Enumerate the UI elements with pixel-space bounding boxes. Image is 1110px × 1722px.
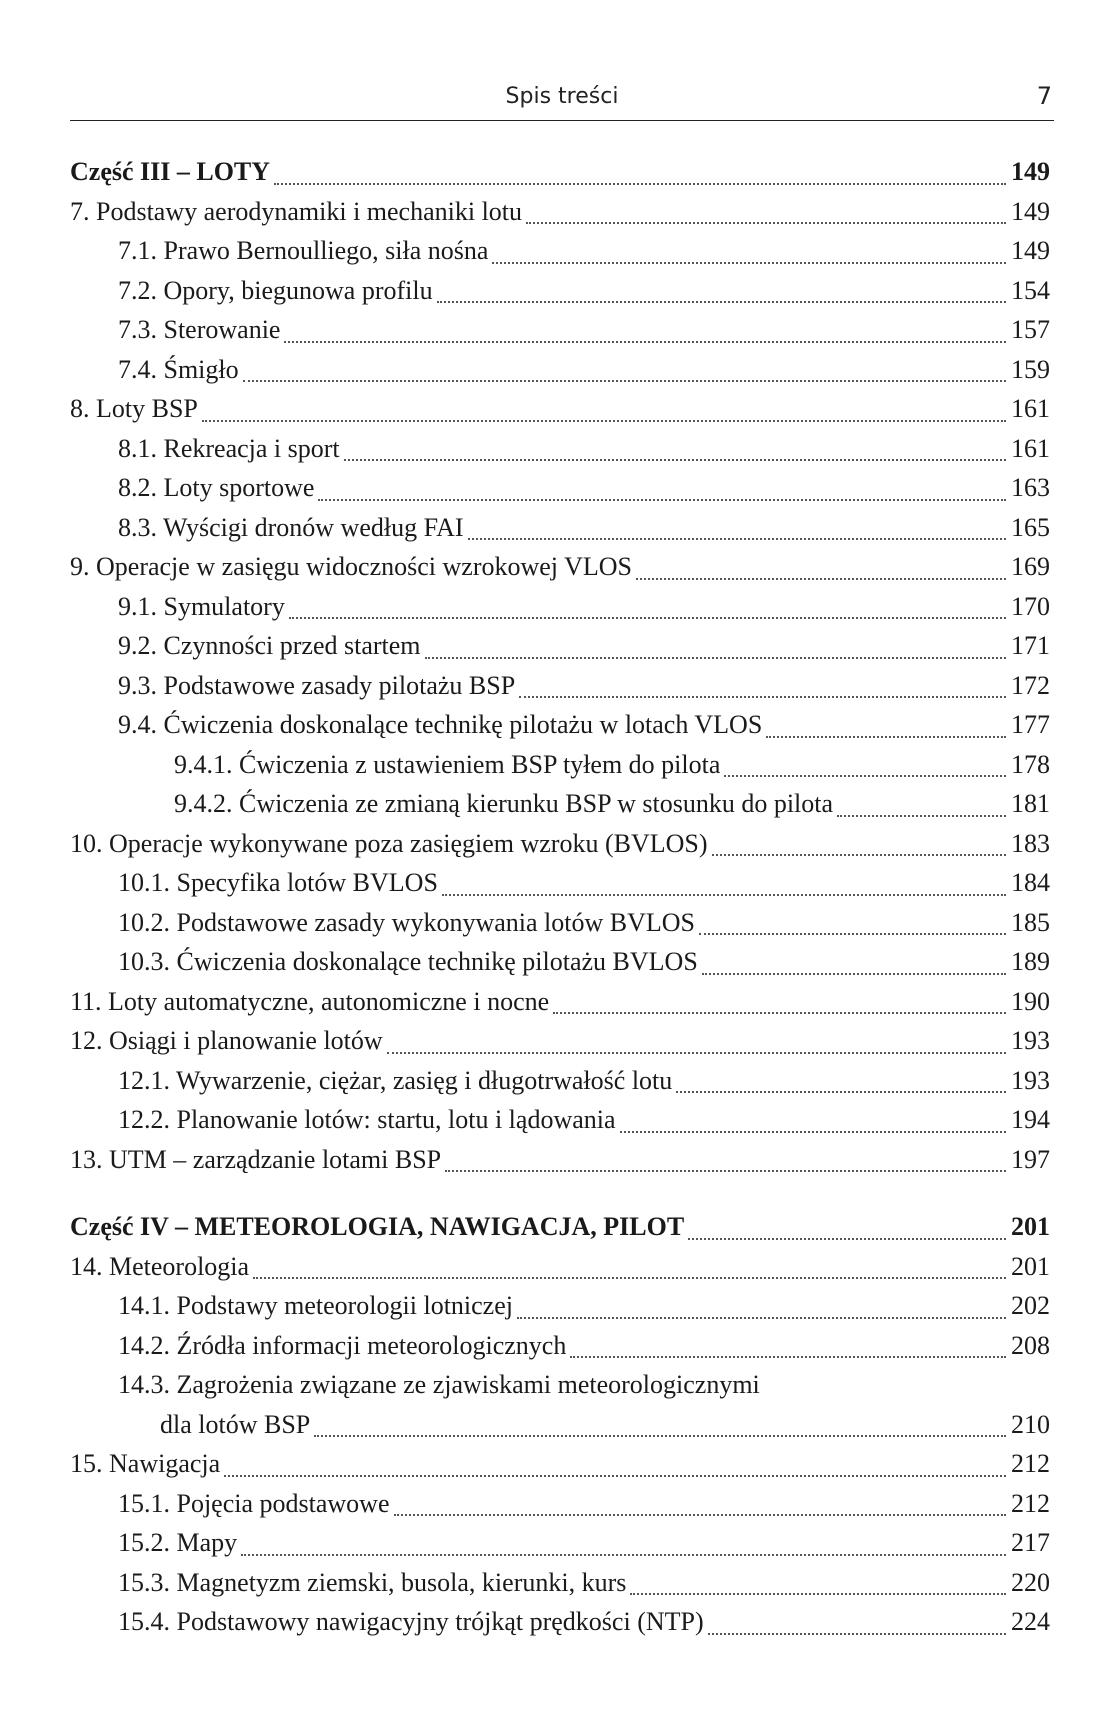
toc-dot-leader	[314, 1434, 1006, 1437]
toc-dot-leader	[445, 1169, 1006, 1172]
page-number: 7	[1036, 82, 1052, 110]
toc-dot-leader	[394, 1513, 1006, 1516]
toc-entry-title: 12.2. Planowanie lotów: startu, lotu i lądowania	[118, 1105, 616, 1134]
toc-entry-page: 201	[1011, 1212, 1050, 1241]
toc-entry-title: Część III – LOTY	[70, 157, 271, 186]
toc-part-heading	[70, 152, 1050, 192]
toc-entry	[70, 903, 1050, 943]
toc-entry	[70, 508, 1050, 548]
toc-entry-title: 12. Osiągi i planowanie lotów	[70, 1026, 383, 1055]
toc-entry-title: 9.4.1. Ćwiczenia z ustawieniem BSP tyłem do pilota	[174, 749, 721, 779]
toc-dot-leader	[708, 1632, 1006, 1635]
toc-entry	[70, 666, 1050, 706]
toc-entry-page: 193	[1011, 1026, 1050, 1055]
toc-dot-leader	[318, 498, 1006, 501]
toc-entry-page: 208	[1011, 1330, 1050, 1360]
toc-entry-page: 197	[1011, 1144, 1050, 1174]
toc-entry-title: 7. Podstawy aerodynamiki i mechaniki lotu	[70, 196, 523, 226]
toc-entry-page: 159	[1011, 354, 1050, 384]
toc-entry-page: 172	[1011, 670, 1050, 700]
toc-entry-title: 14.3. Zagrożenia związane ze zjawiskami meteorologicznymi	[118, 1370, 760, 1399]
toc-entry	[70, 824, 1050, 864]
toc-entry	[70, 982, 1050, 1022]
toc-entry-page: 220	[1011, 1567, 1050, 1597]
toc-entry-title: 15.2. Mapy	[118, 1528, 238, 1557]
toc-dot-leader	[676, 1090, 1006, 1093]
toc-entry-title: 10.1. Specyfika lotów BVLOS	[118, 868, 438, 897]
toc-entry-title: 8.2. Loty sportowe	[118, 473, 315, 502]
toc-entry-page: 165	[1011, 512, 1050, 542]
toc-dot-leader	[492, 261, 1006, 264]
toc-entry	[70, 784, 1050, 824]
toc-entry-page: 149	[1011, 196, 1050, 226]
toc-entry	[70, 468, 1050, 508]
toc-dot-leader	[553, 1011, 1006, 1014]
toc-dot-leader	[837, 814, 1006, 817]
toc-entry-title: 9.3. Podstawowe zasady pilotażu BSP	[118, 670, 516, 700]
toc-entry-page: 181	[1011, 789, 1050, 818]
toc-dot-leader	[224, 1474, 1006, 1477]
toc-entry	[70, 863, 1050, 903]
toc-entry-page: 189	[1011, 947, 1050, 976]
toc-entry-title: 13. UTM – zarządzanie lotami BSP	[70, 1144, 442, 1174]
toc-entry-page: 183	[1011, 828, 1050, 858]
toc-entry	[70, 1140, 1050, 1180]
toc-entry-page: 161	[1011, 394, 1050, 423]
toc-entry-page: 193	[1011, 1065, 1050, 1095]
toc-dot-leader	[630, 1592, 1006, 1595]
toc-entry	[70, 429, 1050, 469]
toc-entry-title: 14. Meteorologia	[70, 1251, 250, 1281]
table-of-contents	[70, 152, 1050, 1642]
toc-entry-page: 169	[1011, 552, 1050, 581]
toc-entry-title: 15.4. Podstawowy nawigacyjny trójkąt prędkości (NTP)	[118, 1607, 704, 1636]
toc-entry-title: 10.2. Podstawowe zasady wykonywania lotów BVLOS	[118, 907, 695, 937]
toc-entry-page: 194	[1011, 1105, 1050, 1134]
toc-dot-leader	[253, 1276, 1006, 1279]
toc-entry-title: 8.3. Wyścigi dronów według FAI	[118, 512, 464, 542]
toc-dot-leader	[241, 1553, 1006, 1556]
toc-entry-title: 11. Loty automatyczne, autonomiczne i nocne	[70, 986, 550, 1016]
toc-entry	[70, 310, 1050, 350]
toc-dot-leader	[243, 379, 1006, 382]
toc-dot-leader	[519, 695, 1006, 698]
toc-entry	[70, 547, 1050, 587]
toc-entry-page: 201	[1011, 1251, 1050, 1281]
toc-dot-leader	[724, 774, 1006, 777]
toc-entry-page: 202	[1011, 1291, 1050, 1320]
toc-entry	[70, 1100, 1050, 1140]
toc-entry	[70, 1484, 1050, 1524]
toc-entry	[70, 587, 1050, 627]
toc-entry-title: dla lotów BSP	[160, 1409, 311, 1439]
toc-entry	[70, 231, 1050, 271]
toc-dot-leader	[437, 300, 1006, 303]
toc-entry-title: 9.4. Ćwiczenia doskonalące technikę pilotażu w lotach VLOS	[118, 710, 763, 739]
toc-entry-page: 184	[1011, 868, 1050, 897]
toc-dot-leader	[712, 853, 1006, 856]
toc-entry	[70, 1021, 1050, 1061]
toc-entry	[70, 1365, 1050, 1405]
toc-entry-title: 15. Nawigacja	[70, 1449, 221, 1478]
toc-entry-title: 7.1. Prawo Bernoulliego, siła nośna	[118, 236, 489, 265]
toc-entry	[70, 389, 1050, 429]
toc-dot-leader	[202, 419, 1006, 422]
toc-dot-leader	[702, 972, 1006, 975]
toc-entry-page: 157	[1011, 315, 1050, 344]
toc-entry-title: 10. Operacje wykonywane poza zasięgiem wzroku (BVLOS)	[70, 828, 708, 858]
toc-entry-page: 149	[1011, 236, 1050, 265]
toc-entry-page: 149	[1011, 157, 1050, 186]
toc-entry-page: 210	[1011, 1409, 1050, 1439]
toc-entry-title: 7.2. Opory, biegunowa profilu	[118, 275, 433, 305]
toc-entry-page: 163	[1011, 473, 1050, 502]
toc-entry	[70, 271, 1050, 311]
toc-entry	[70, 1286, 1050, 1326]
toc-dot-leader	[289, 616, 1006, 619]
toc-entry-page: 161	[1011, 433, 1050, 463]
toc-entry	[70, 745, 1050, 785]
toc-entry	[70, 626, 1050, 666]
toc-entry	[70, 1444, 1050, 1484]
toc-dot-leader	[517, 1316, 1006, 1319]
toc-dot-leader	[344, 458, 1006, 461]
toc-dot-leader	[468, 537, 1006, 540]
toc-dot-leader	[636, 577, 1006, 580]
toc-entry-title: 9.1. Symulatory	[118, 591, 285, 621]
toc-entry-page: 178	[1011, 749, 1050, 779]
toc-dot-leader	[688, 1237, 1006, 1240]
toc-entry-title: 10.3. Ćwiczenia doskonalące technikę pilotażu BVLOS	[118, 947, 698, 976]
toc-dot-leader	[620, 1130, 1006, 1133]
toc-entry-title: 8. Loty BSP	[70, 394, 198, 423]
toc-entry	[70, 350, 1050, 390]
toc-dot-leader	[284, 340, 1006, 343]
toc-dot-leader	[699, 932, 1006, 935]
toc-entry	[70, 1602, 1050, 1642]
toc-entry-page: 212	[1011, 1449, 1050, 1478]
toc-dot-leader	[764, 1397, 1006, 1398]
toc-entry-page: 154	[1011, 275, 1050, 305]
toc-entry	[70, 1247, 1050, 1287]
toc-entry-page: 177	[1011, 710, 1050, 739]
toc-entry-title: 7.3. Sterowanie	[118, 315, 281, 344]
toc-entry-page: 212	[1011, 1488, 1050, 1518]
toc-entry-page: 190	[1011, 986, 1050, 1016]
toc-entry-title: 15.1. Pojęcia podstawowe	[118, 1488, 390, 1518]
toc-entry	[70, 1405, 1050, 1445]
toc-entry-title: 15.3. Magnetyzm ziemski, busola, kierunki, kurs	[118, 1567, 627, 1597]
toc-entry-title: 14.1. Podstawy meteorologii lotniczej	[118, 1291, 513, 1320]
toc-entry-title: 9.4.2. Ćwiczenia ze zmianą kierunku BSP w stosunku do pilota	[174, 789, 834, 818]
toc-entry-title: 9. Operacje w zasięgu widoczności wzrokowej VLOS	[70, 552, 632, 581]
toc-dot-leader	[274, 182, 1006, 185]
toc-entry-title: 12.1. Wywarzenie, ciężar, zasięg i długotrwałość lotu	[118, 1065, 673, 1095]
toc-entry-page: 224	[1011, 1607, 1050, 1636]
toc-dot-leader	[766, 735, 1006, 738]
toc-entry	[70, 942, 1050, 982]
toc-dot-leader	[570, 1355, 1006, 1358]
running-header-title: Spis treści	[505, 84, 619, 109]
toc-entry	[70, 705, 1050, 745]
toc-entry	[70, 1523, 1050, 1563]
toc-entry	[70, 192, 1050, 232]
toc-dot-leader	[526, 221, 1006, 224]
toc-entry-title: 8.1. Rekreacja i sport	[118, 433, 340, 463]
toc-entry-title: 9.2. Czynności przed startem	[118, 631, 421, 660]
toc-entry-page: 185	[1011, 907, 1050, 937]
toc-dot-leader	[425, 656, 1006, 659]
toc-entry-page: 170	[1011, 591, 1050, 621]
toc-entry-title: Część IV – METEOROLOGIA, NAWIGACJA, PILOT	[70, 1212, 685, 1241]
toc-dot-leader	[387, 1051, 1006, 1054]
toc-dot-leader	[442, 893, 1006, 896]
toc-entry-title: 7.4. Śmigło	[118, 354, 239, 384]
toc-entry-page: 217	[1011, 1528, 1050, 1557]
page-header	[70, 80, 1054, 121]
toc-entry-title: 14.2. Źródła informacji meteorologicznych	[118, 1330, 567, 1360]
toc-entry-page: 171	[1011, 631, 1050, 660]
toc-entry	[70, 1326, 1050, 1366]
toc-part-heading	[70, 1207, 1050, 1247]
toc-entry	[70, 1563, 1050, 1603]
toc-entry	[70, 1061, 1050, 1101]
